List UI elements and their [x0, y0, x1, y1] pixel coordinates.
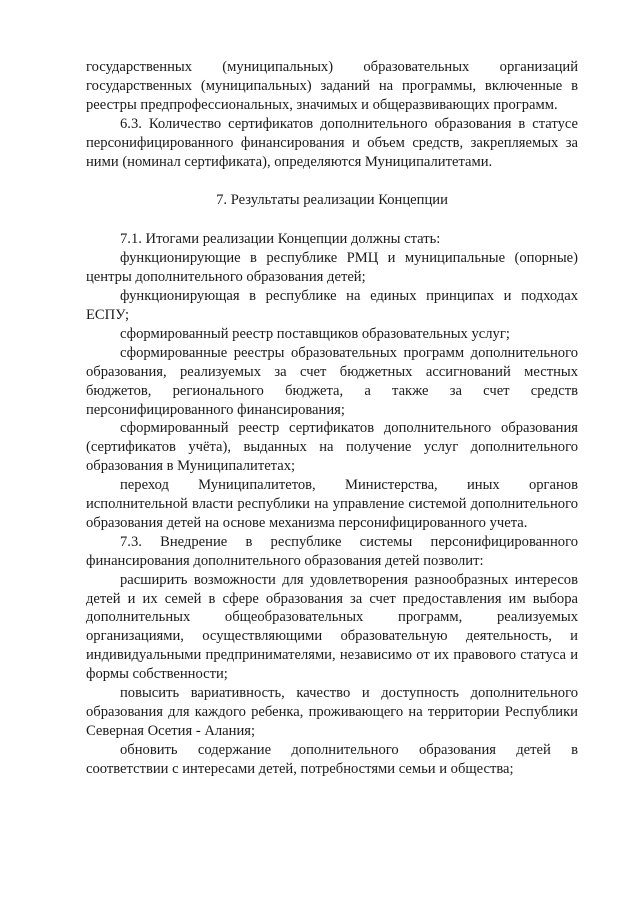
list-item-certificates-registry: сформированный реестр сертификатов дополнительного образования (сертификатов учёта), выданных на получение услуг дополнительного образования в Муниципалитетах;: [86, 420, 578, 475]
paragraph-7-1: 7.1. Итогами реализации Концепции должны стать:: [120, 231, 441, 248]
list-item-providers-registry: сформированный реестр поставщиков образовательных услуг;: [120, 325, 510, 342]
list-item-increase-variability: повысить вариативность, качество и доступность дополнительного образования для каждого ребенка, проживающего на территории Республики Северная Осетия - Алания;: [86, 685, 578, 739]
list-item-transition: переход Муниципалитетов, Министерства, иных органов исполнительной власти республики на управление системой дополнительного образования детей на основе механизма персонифицированного учета.: [86, 477, 578, 531]
list-item-programs-registry: сформированные реестры образовательных программ дополнительного образования, реализуемых за счет бюджетных ассигнований местных бюджетов, регионального бюджета, а также за счет средств персонифицированного финансирования;: [86, 344, 578, 418]
list-item-update-content: обновить содержание дополнительного образования детей в соответствии с интересами детей, потребностями семьи и общества;: [86, 741, 578, 777]
paragraph-continuation: государственных (муниципальных) образовательных организаций государственных (муниципальных) заданий на программы, включенные в реестры предпрофессиональных, значимых и общеразвивающих программ.: [86, 59, 578, 113]
section-heading: 7. Результаты реализации Концепции: [216, 192, 448, 209]
list-item-rmc: функционирующие в республике РМЦ и муниципальные (опорные) центры дополнительного образования детей;: [86, 250, 578, 286]
list-item-expand-opportunities: расширить возможности для удовлетворения разнообразных интересов детей и их семей в сфере образования за счет предоставления им выбора дополнительных общеобразовательных программ, реализуемых организациями, осуществляющими образовательную деятельность, и индивидуальными предпринимателями, независимо от их правового статуса и формы собственности;: [86, 571, 578, 683]
paragraph-6-3: 6.3. Количество сертификатов дополнительного образования в статусе персонифицированного финансирования и объем средств, закрепляемых за ними (номинал сертификата), определяются Муниципалитетами.: [86, 115, 578, 170]
document-page: [86, 58, 578, 779]
paragraph-7-3: 7.3. Внедрение в республике системы персонифицированного финансирования дополнительного образования детей позволит:: [86, 533, 578, 569]
list-item-espu: функционирующая в республике на единых принципах и подходах ЕСПУ;: [86, 288, 578, 323]
